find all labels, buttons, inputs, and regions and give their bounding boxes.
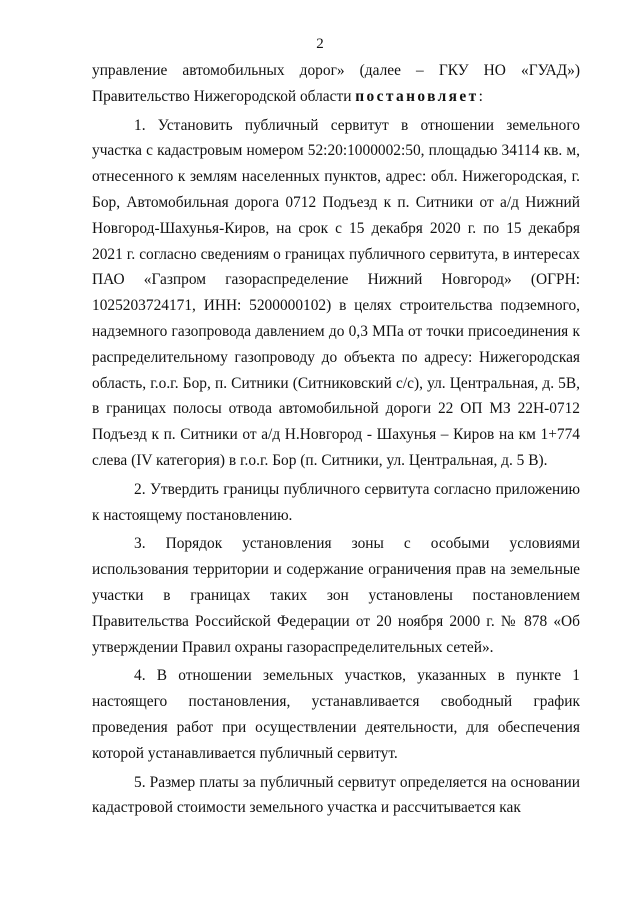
intro-text: управление автомобильных дорог» (далее – ГКУ НО «ГУАД») Правительство Нижегородской области — [92, 62, 580, 105]
clause-3: 3. Порядок установления зоны с особыми условиями использования территории и содержание ограничения прав на земельные участки в границах таких зон установлены постановлением Правительства Российской Федерации от 20 ноября 2000 г. № 878 «Об утверждении Правил охраны газораспределительных сетей». — [92, 535, 580, 656]
page-number: 2 — [316, 36, 324, 52]
clause-5: 5. Размер платы за публичный сервитут определяется на основании кадастровой стоимости земельного участка и рассчитывается как — [92, 773, 580, 817]
clause-1: 1. Установить публичный сервитут в отношении земельного участка с кадастровым номером 52:20:1000002:50, площадью 34114 кв. м, отнесенного к землям населенных пунктов, адрес: обл. Нижегородская, г. Бор, Автомобильная дорога 0712 Подъезд к п. Ситники от а/д Нижний Новгород-Шахунья-Киров, на срок с 15 декабря 2020 г. по 15 декабря 2021 г. согласно сведениям о границах публичного сервитута, в интересах ПАО «Газпром газораспределение Нижний Новгород» (ОГРН: 1025203724171, ИНН: 5200000102) в целях строительства подземного, надземного газопровода давлением до 0,3 МПа от точки присоединения к распределительному газопроводу до объекта по адресу: Нижегородская область, г.о.г. Бор, п. Ситники (Ситниковский с/с), ул. Центральная, д. 5В, в границах полосы отвода автомобильной дороги 22 ОП МЗ 22Н-0712 Подъезд к п. Ситники от а/д Н.Новгород - Шахунья – Киров на км 1+774 слева (IV категория) в г.о.г. Бор (п. Ситники, ул. Центральная, д. 5 В). — [92, 116, 580, 469]
clause-2: 2. Утвердить границы публичного сервитута согласно приложению к настоящему постановлению. — [92, 480, 580, 524]
resolution-keyword: постановляет — [355, 87, 479, 105]
intro-colon: : — [478, 87, 483, 105]
document-body — [92, 58, 580, 821]
clause-4: 4. В отношении земельных участков, указанных в пункте 1 настоящего постановления, устанавливается свободный график проведения работ при осуществлении деятельности, для обеспечения которой устанавливается публичный сервитут. — [92, 667, 580, 762]
intro-paragraph — [92, 58, 580, 110]
